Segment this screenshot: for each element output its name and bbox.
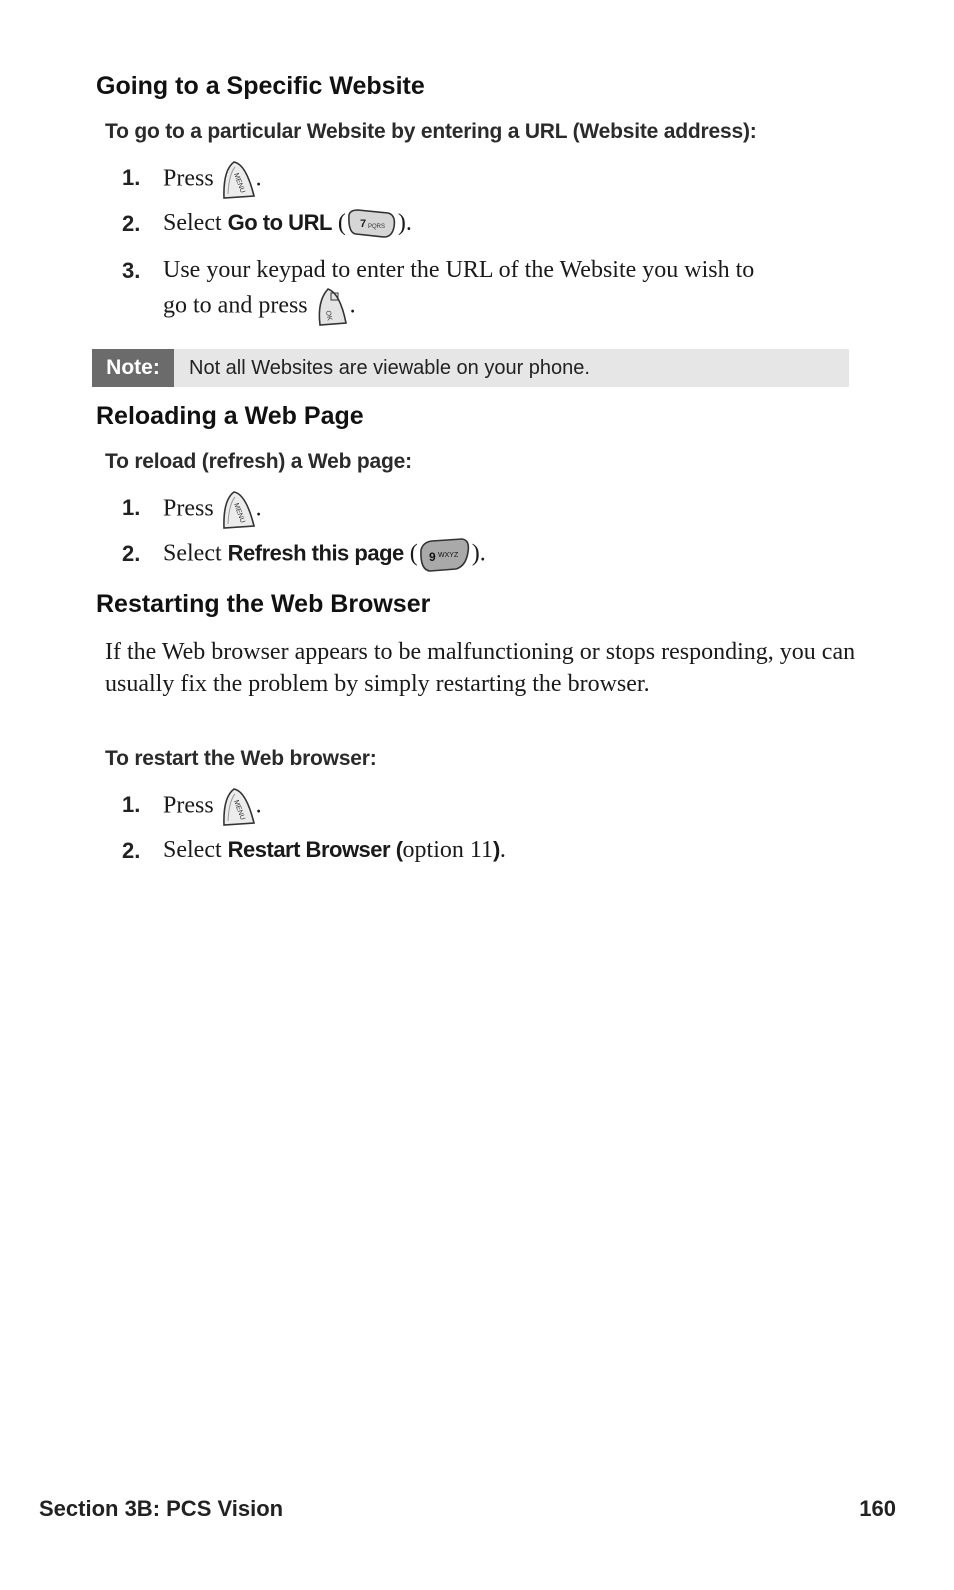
svg-text:MENU: MENU xyxy=(231,502,246,525)
step-end: . xyxy=(499,837,506,863)
svg-text:MENU: MENU xyxy=(231,172,246,195)
note-text: Not all Websites are viewable on your phone. xyxy=(189,357,590,379)
step-press-menu xyxy=(163,787,262,827)
svg-text:PQRS: PQRS xyxy=(367,224,385,231)
step-number: 2. xyxy=(122,541,141,566)
paren-close: ). xyxy=(471,540,486,567)
step-text: Press xyxy=(163,792,214,819)
step-number: 1. xyxy=(122,495,141,520)
menu-option-refresh: Refresh this page xyxy=(227,540,404,566)
option-number: option 11 xyxy=(402,837,493,863)
step-end: . xyxy=(255,792,262,819)
step-enter-url-line1: Use your keypad to enter the URL of the Website you wish to xyxy=(163,257,755,283)
paren-close: ). xyxy=(397,210,412,236)
step-select-go-to-url xyxy=(163,206,412,241)
svg-text:7: 7 xyxy=(359,218,367,231)
step-text: Select xyxy=(163,837,222,863)
lead-go-to-website: To go to a particular Website by entering a URL (Website address): xyxy=(105,120,757,143)
lead-reload: To reload (refresh) a Web page: xyxy=(105,450,412,473)
step-text: Press xyxy=(163,495,214,522)
lead-restart: To restart the Web browser: xyxy=(105,747,377,770)
menu-key-icon xyxy=(220,490,256,530)
svg-text:WXYZ: WXYZ xyxy=(437,552,458,559)
note-label: Note: xyxy=(92,349,174,387)
step-end: . xyxy=(255,495,262,522)
svg-text:9: 9 xyxy=(428,550,436,564)
paragraph-restart-info: If the Web browser appears to be malfunctioning or stops responding, you can usually fix the problem by simply restarting the browser. xyxy=(105,639,856,697)
paren-close: ) xyxy=(492,837,500,862)
key-7-icon xyxy=(346,207,398,241)
menu-key-icon xyxy=(220,787,256,827)
heading-restarting-browser: Restarting the Web Browser xyxy=(96,590,431,618)
svg-text:OK: OK xyxy=(323,310,333,322)
paren: ( xyxy=(337,210,346,236)
step-select-refresh xyxy=(163,536,486,574)
heading-going-to-website: Going to a Specific Website xyxy=(96,72,425,100)
menu-option-restart-browser: Restart Browser ( xyxy=(227,837,403,862)
step-enter-url-line2 xyxy=(163,287,356,327)
menu-option-go-to-url: Go to URL xyxy=(227,210,332,235)
key-9-icon xyxy=(418,536,472,574)
step-end: . xyxy=(255,165,262,192)
footer-section-title: Section 3B: PCS Vision xyxy=(39,1496,284,1521)
step-end: . xyxy=(349,292,356,319)
step-press-menu xyxy=(163,160,262,200)
step-text: Select xyxy=(163,210,222,236)
svg-text:MENU: MENU xyxy=(231,799,246,822)
step-press-menu xyxy=(163,490,262,530)
step-text: Press xyxy=(163,165,214,192)
step-select-restart xyxy=(163,833,506,867)
step-number: 2. xyxy=(122,838,141,863)
step-number: 1. xyxy=(122,165,141,190)
menu-key-icon xyxy=(220,160,256,200)
step-text: Select xyxy=(163,540,222,567)
paren: ( xyxy=(409,540,418,567)
step-number: 1. xyxy=(122,792,141,817)
footer-page-number: 160 xyxy=(859,1496,896,1521)
step-number: 3. xyxy=(122,258,141,283)
step-number: 2. xyxy=(122,211,141,236)
step-text: go to and press xyxy=(163,292,308,319)
heading-reloading-web-page: Reloading a Web Page xyxy=(96,402,364,430)
ok-key-icon xyxy=(314,287,350,327)
